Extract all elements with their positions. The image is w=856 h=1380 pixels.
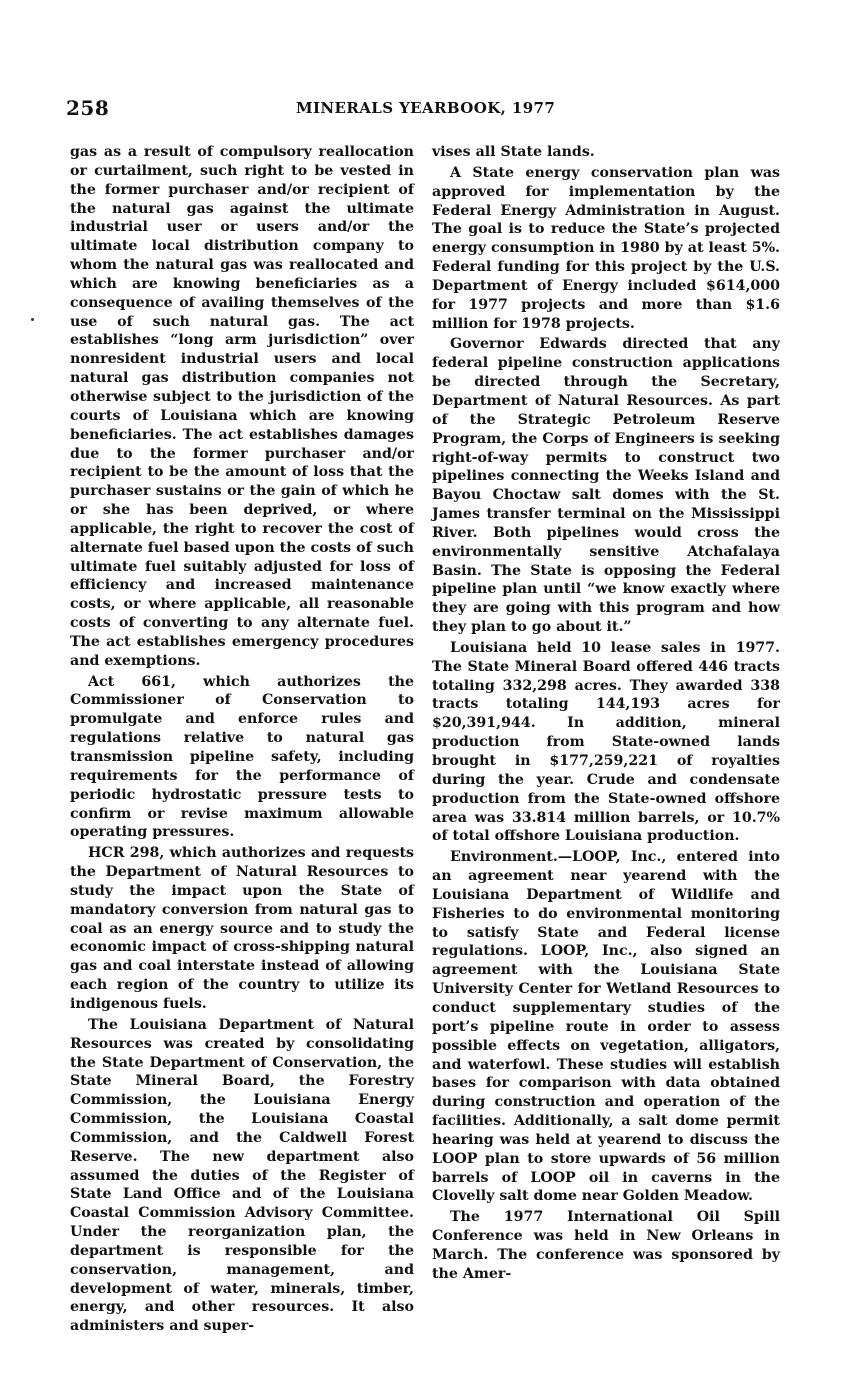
paragraph: A State energy conservation plan was approved for implementation by the Federal Energy Administration in August. The goal is to reduce the State’s projected energy consumption in 1980 by at least 5%. Federal funding for this project by the U.S. Department of Energy included $614,000 for 1977 projects and more than $1.6 million for 1978 projects. xyxy=(432,164,780,332)
paragraph: The 1977 International Oil Spill Conference was held in New Orleans in March. The conference was sponsored by the Amer- xyxy=(432,1209,780,1282)
page-header xyxy=(66,96,786,126)
section-heading: Environment.— xyxy=(450,849,573,866)
running-head: MINERALS YEARBOOK, 1977 xyxy=(296,99,556,117)
paragraph: HCR 298, which authorizes and requests the Department of Natural Resources to study the impact upon the State of mandatory conversion from natural gas to coal as an energy source and to study the economic impact of cross-shipping natural gas and coal interstate instead of allowing each region of the country to utilize its indigenous fuels. xyxy=(70,845,414,1012)
paragraph: Louisiana held 10 lease sales in 1977. The State Mineral Board offered 446 tracts totaling 332,298 acres. They awarded 338 tracts totaling 144,193 acres for $20,391,944. In addition, mineral production from State-owned lands brought in $177,259,221 of royalties during the year. Crude and condensate production from the State-owned offshore area was 33.814 million barrels, or 10.7% of total offshore Louisiana production. xyxy=(432,639,780,845)
left-column xyxy=(70,143,414,1338)
paragraph: gas as a result of compulsory reallocation or curtailment, such right to be vested in the former purchaser and/or recipient of the natural gas against the ultimate industrial user or users and/or the ultimate local distribution company to whom the natural gas was reallocated and which are knowing beneficiaries as a consequence of availing themselves of the use of such natural gas. The act establishes “long arm jurisdiction” over nonresident industrial users and local natural gas distribution companies not otherwise subject to the jurisdiction of the courts of Louisiana which are knowing beneficiaries. The act establishes damages due to the former purchaser and/or recipient to be the amount of loss that the purchaser sustains or the gain of which he or she has been deprived, or where applicable, the right to recover the cost of alternate fuel based upon the costs of such ultimate fuel suitably adjusted for loss of efficiency and increased maintenance costs, or where applicable, all reasonable costs of converting to any alternate fuel. The act establishes emergency procedures and exemptions. xyxy=(70,144,414,669)
paragraph: vises all State lands. xyxy=(432,144,595,160)
paragraph: The Louisiana Department of Natural Resources was created by consolidating the State Department of Conservation, the State Mineral Board, the Forestry Commission, the Louisiana Energy Commission, the Louisiana Coastal Commission, and the Caldwell Forest Reserve. The new department also assumed the duties of the Register of State Land Office and of the Louisiana Coastal Commission Advisory Committee. Under the reorganization plan, the department is responsible for the conservation, management, and development of water, minerals, timber, energy, and other resources. It also administers and super- xyxy=(70,1016,414,1335)
page-number: 258 xyxy=(66,96,110,120)
paragraph: Act 661, which authorizes the Commissioner of Conservation to promulgate and enforce rules and regulations relative to natural gas transmission pipeline safety, including requirements for the performance of periodic hydrostatic pressure tests to confirm or revise maximum allowable operating pressures. xyxy=(70,673,414,841)
paragraph: Governor Edwards directed that any federal pipeline construction applications be directed through the Secretary, Department of Natural Resources. As part of the Strategic Petroleum Reserve Program, the Corps of Engineers is seeking right-of-way permits to construct two pipelines connecting the Weeks Island and Bayou Choctaw salt domes with the St. James transfer terminal on the Mississippi River. Both pipelines would cross the environmentally sensitive Atchafalaya Basin. The State is opposing the Federal pipeline plan until “we know exactly where they are going with this program and how they plan to go about it.” xyxy=(432,336,780,636)
margin-mark xyxy=(31,318,34,321)
right-column xyxy=(432,143,780,1286)
paragraph-body: LOOP, Inc., entered into an agreement near yearend with the Louisiana Department of Wildlife and Fisheries to do environmental monitoring to satisfy State and Federal license regulations. LOOP, Inc., also signed an agreement with the Louisiana State University Center for Wetland Resources to conduct supplementary studies of the port’s pipeline route in order to assess possible effects on vegetation, alligators, and waterfowl. These studies will establish bases for comparison with data obtained during construction and operation of the facilities. Additionally, a salt dome permit hearing was held at yearend to discuss the LOOP plan to store upwards of 56 million barrels of LOOP oil in caverns in the Clovelly salt dome near Golden Meadow. xyxy=(432,849,780,1205)
paragraph-environment xyxy=(432,848,780,1206)
